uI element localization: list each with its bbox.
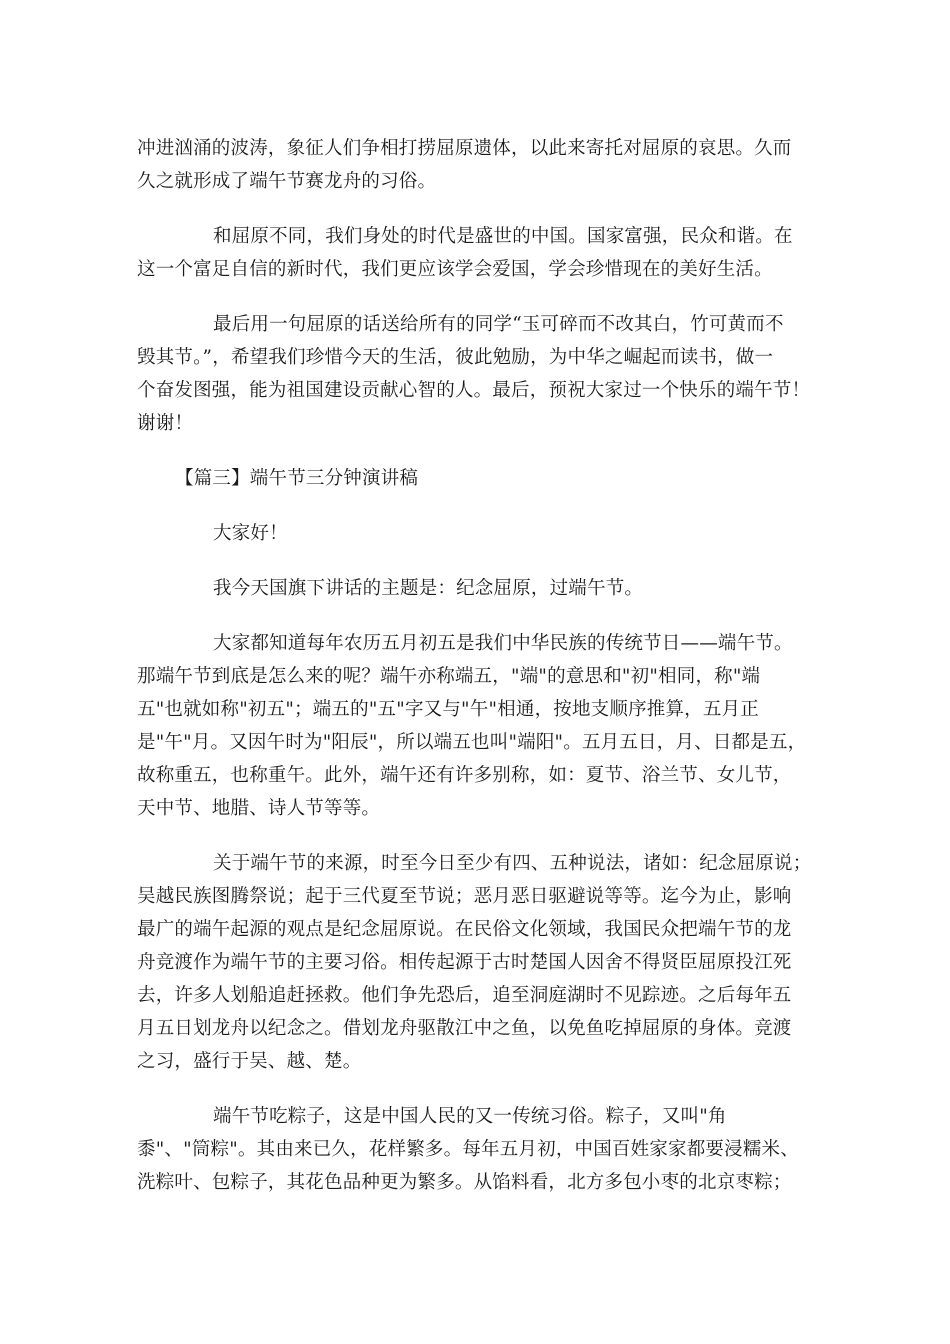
section-heading: 【篇三】端午节三分钟演讲稿 (175, 468, 419, 489)
paragraph-line: 个奋发图强，能为祖国建设贡献心智的人。最后，预祝大家过一个快乐的端午节！ (137, 380, 811, 401)
paragraph-line: 故称重五，也称重午。此外，端午还有许多别称，如：夏节、浴兰节、女儿节， (137, 765, 792, 786)
paragraph-line: 我今天国旗下讲话的主题是：纪念屈原，过端午节。 (213, 578, 644, 599)
paragraph-line: 毁其节。”，希望我们珍惜今天的生活，彼此勉励，为中华之崛起而读书，做一 (137, 347, 774, 368)
paragraph-line: 关于端午节的来源，时至今日至少有四、五种说法，诸如：纪念屈原说； (213, 853, 812, 874)
paragraph-line: 端午节吃粽子，这是中国人民的又一传统习俗。粽子，又叫"角 (213, 1106, 727, 1127)
paragraph-line: 冲进汹涌的波涛，象征人们争相打捞屈原遗体，以此来寄托对屈原的哀思。久而 (137, 138, 792, 159)
paragraph-line: 去，许多人划船追赶拯救。他们争先恐后，追至洞庭湖时不见踪迹。之后每年五 (137, 985, 792, 1006)
paragraph-line: 之习，盛行于吴、越、楚。 (137, 1051, 362, 1072)
paragraph-line: 最广的端午起源的观点是纪念屈原说。在民俗文化领域，我国民众把端午节的龙 (137, 919, 792, 940)
paragraph-line: 舟竞渡作为端午节的主要习俗。相传起源于古时楚国人因舍不得贤臣屈原投江死 (137, 952, 792, 973)
paragraph-line: 大家都知道每年农历五月初五是我们中华民族的传统节日——端午节。 (213, 633, 793, 654)
paragraph-line: 谢谢！ (137, 413, 194, 434)
paragraph-line: 天中节、地腊、诗人节等等。 (137, 798, 381, 819)
paragraph-line: 这一个富足自信的新时代，我们更应该学会爱国，学会珍惜现在的美好生活。 (137, 259, 773, 280)
paragraph-line: 是"午"月。又因午时为"阳辰"，所以端五也叫"端阳"。五月五日，月、日都是五， (137, 732, 807, 753)
paragraph-line: 最后用一句屈原的话送给所有的同学“玉可碎而不改其白，竹可黄而不 (213, 314, 784, 335)
greeting-line: 大家好！ (213, 523, 288, 544)
paragraph-line: 洗粽叶、包粽子，其花色品种更为繁多。从馅料看，北方多包小枣的北京枣粽； (137, 1172, 792, 1193)
paragraph-line: 和屈原不同，我们身处的时代是盛世的中国。国家富强，民众和谐。在 (213, 226, 793, 247)
paragraph-line: 那端午节到底是怎么来的呢？端午亦称端五，"端"的意思和"初"相同，称"端 (137, 666, 761, 687)
paragraph-line: 久之就形成了端午节赛龙舟的习俗。 (137, 171, 437, 192)
paragraph-line: 吴越民族图腾祭说；起于三代夏至节说；恶月恶日驱避说等等。迄今为止，影响 (137, 886, 792, 907)
paragraph-line: 五"也就如称"初五"；端五的"五"字又与"午"相通，按地支顺序推算，五月正 (137, 699, 759, 720)
paragraph-line: 黍"、"筒粽"。其由来已久，花样繁多。每年五月初，中国百姓家家都要浸糯米、 (137, 1139, 799, 1160)
paragraph-line: 月五日划龙舟以纪念之。借划龙舟驱散江中之鱼，以免鱼吃掉屈原的身体。竞渡 (137, 1018, 792, 1039)
